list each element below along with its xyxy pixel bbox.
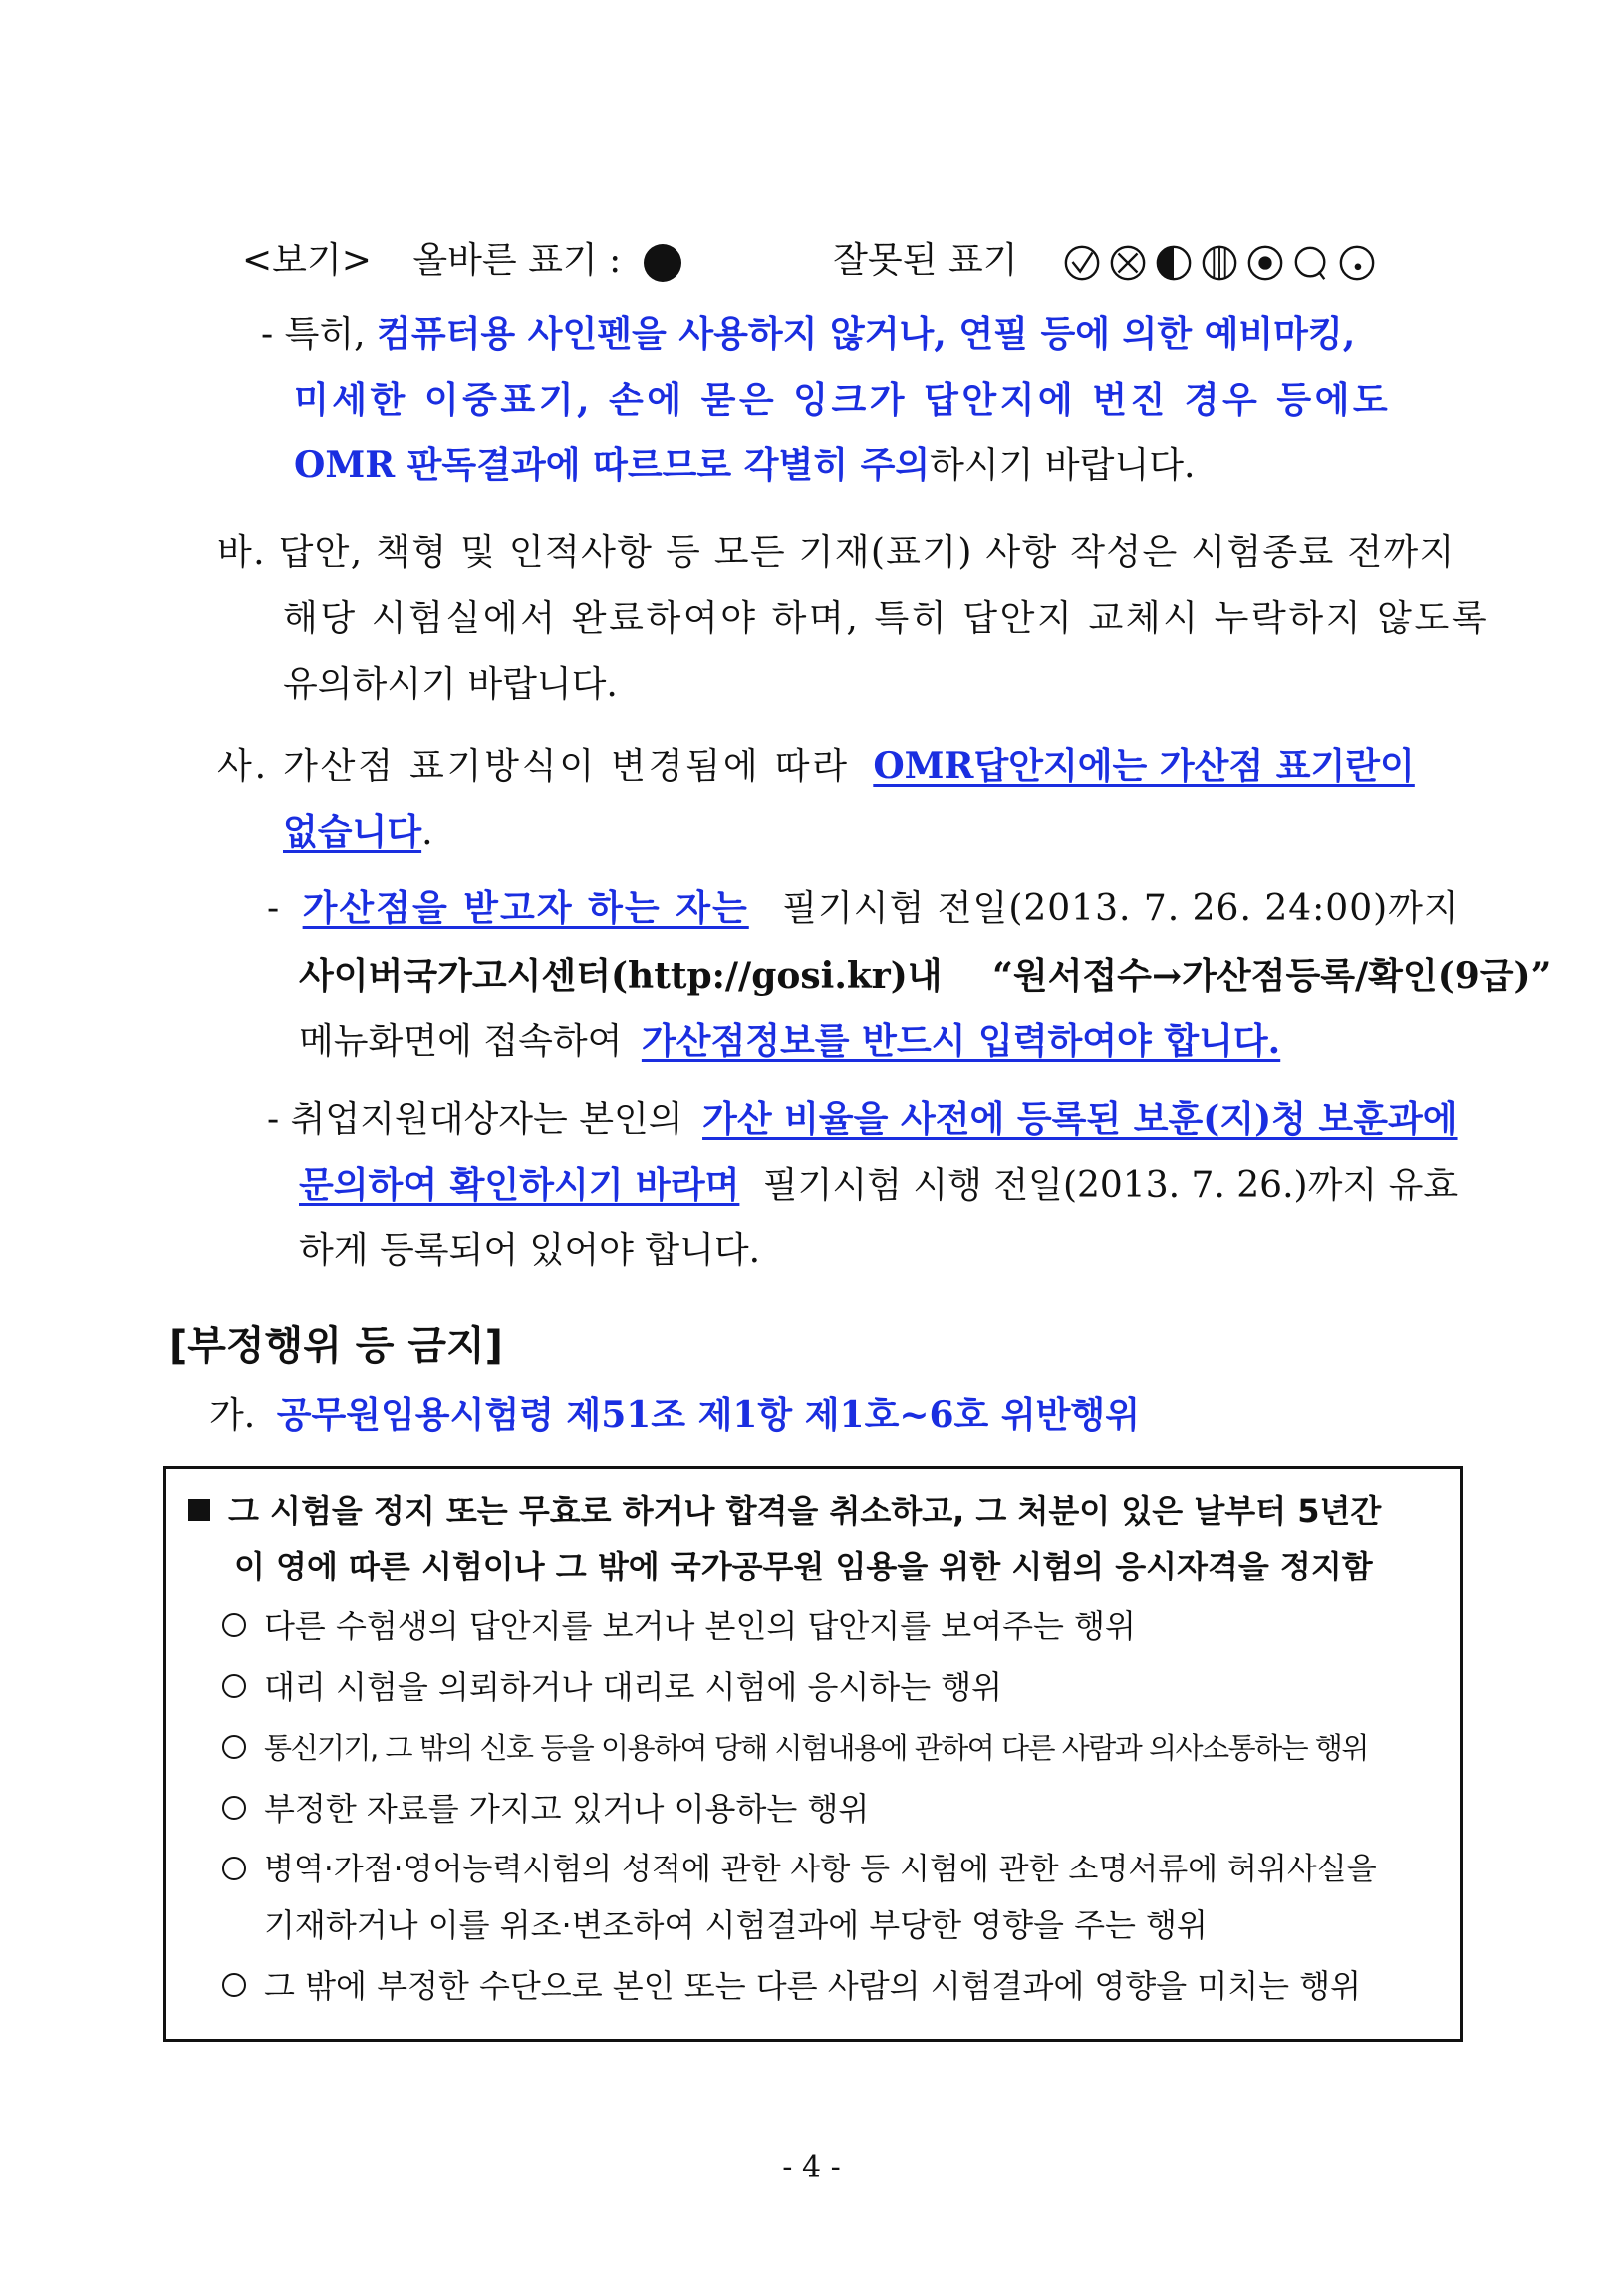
item-ba-line-1: 바. 답안, 책형 및 인적사항 등 모든 기재(표기) 사항 작성은 시험종료 전까지 [217, 532, 1456, 573]
penalty-item-text: 부정한 자료를 가지고 있거나 이용하는 행위 [264, 1790, 870, 1828]
section-subtitle-prefix: 가. [209, 1395, 256, 1436]
page-number: - 4 - [782, 2151, 841, 2185]
bonus-sub-2-prefix: - 취업지원대상자는 본인의 [267, 1099, 683, 1140]
penalty-item-text: 병역·가점·영어능력시험의 성적에 관한 사항 등 시험에 관한 소명서류에 허위사실을 [264, 1852, 1377, 1887]
wrong-marks [1063, 244, 1376, 282]
penalty-item-continuation: 기재하거나 이를 위조·변조하여 시험결과에 부당한 영향을 주는 행위 [264, 1906, 1208, 1944]
special-note-line-1 [261, 310, 1355, 359]
item-sa-emphasis-2: 없습니다 [283, 811, 422, 853]
penalty-item [222, 1787, 869, 1831]
x-mark-icon [1109, 244, 1147, 282]
circle-bullet-icon [222, 1674, 246, 1698]
item-sa-prefix: 사. 가산점 표기방식이 변경됨에 따라 [217, 746, 850, 787]
bonus-sub-2-line-1 [267, 1095, 1458, 1144]
striped-circle-icon [1201, 244, 1238, 282]
gosi-center-text: 사이버국가고시센터(http://gosi.kr)내 [299, 955, 943, 997]
penalty-item [222, 1665, 1002, 1709]
bonus-sub-2-line-2 [299, 1161, 1458, 1210]
item-sa-emphasis-1: OMR답안지에는 가산점 표기란이 [873, 745, 1415, 787]
example-line [242, 237, 1376, 285]
penalty-item [222, 1726, 1368, 1770]
bonus-sub-1-line-1 [267, 884, 1460, 933]
bonus-sub-2-emphasis-1: 가산 비율을 사전에 등록된 보훈(지)청 보훈과에 [702, 1098, 1458, 1140]
bonus-sub-2-line-3: 하게 등록되어 있어야 합니다. [299, 1230, 761, 1271]
penalty-item-text: 그 밖에 부정한 수단으로 본인 또는 다른 사람의 시험결과에 영향을 미치는 행위 [264, 1967, 1362, 2005]
special-emphasis-2: 미세한 이중표기, 손에 묻은 잉크가 답안지에 번진 경우 등에도 [294, 379, 1392, 421]
circle-bullet-icon [222, 1613, 246, 1637]
bonus-sub-2-tail: 필기시험 시행 전일(2013. 7. 26.)까지 유효 [762, 1165, 1459, 1206]
special-emphasis-1: 컴퓨터용 사인펜을 사용하지 않거나, 연필 등에 의한 예비마킹, [377, 313, 1356, 355]
penalty-item [222, 1964, 1361, 2008]
circle-bullet-icon [222, 1796, 246, 1820]
circle-bullet-icon [222, 1857, 246, 1880]
special-emphasis-3: OMR 판독결과에 따르므로 각별히 주의 [294, 444, 931, 486]
bonus-sub-2-emphasis-2: 문의하여 확인하시기 바라며 [299, 1164, 740, 1206]
bonus-sub-1-text: 필기시험 전일(2013. 7. 26. 24:00)까지 [782, 888, 1460, 929]
special-tail: 하시기 바랍니다. [930, 445, 1196, 486]
tail-circle-icon [1292, 244, 1330, 282]
special-note-line-3 [294, 441, 1195, 490]
item-sa-line-1 [217, 742, 1415, 791]
bonus-sub-1-line-3 [299, 1017, 1280, 1066]
circle-bullet-icon [222, 1735, 246, 1759]
item-sa-tail: . [421, 812, 433, 853]
penalty-heading-1 [188, 1489, 1381, 1533]
example-label: <보기> [242, 240, 372, 281]
small-dot-circle-icon [1338, 244, 1376, 282]
dot-in-circle-icon [1246, 244, 1284, 282]
bonus-sub-1-line-2 [299, 952, 1551, 1000]
section-subtitle-text: 공무원임용시험령 제51조 제1항 제1호~6호 위반행위 [276, 1394, 1140, 1436]
circle-bullet-icon [222, 1973, 246, 1997]
special-dash: - 특히, [261, 314, 366, 355]
item-sa-line-2 [283, 808, 433, 857]
penalty-item [222, 1604, 1136, 1648]
item-ba-line-3: 유의하시기 바랍니다. [283, 664, 618, 705]
correct-mark-label: 올바른 표기 : [412, 240, 622, 281]
check-mark-icon [1063, 244, 1101, 282]
black-square-icon [188, 1499, 210, 1521]
wrong-mark-label: 잘못된 표기 [833, 240, 1018, 281]
bonus-sub-1-dash: - [267, 888, 280, 929]
section-title: [부정행위 등 금지] [169, 1323, 503, 1369]
item-ba-line-2: 해당 시험실에서 완료하여야 하며, 특히 답안지 교체시 누락하지 않도록 [283, 598, 1489, 639]
half-filled-circle-icon [1155, 244, 1193, 282]
penalty-item-text: 다른 수험생의 답안지를 보거나 본인의 답안지를 보여주는 행위 [264, 1607, 1136, 1645]
section-subtitle [209, 1391, 1140, 1440]
penalty-box [163, 1466, 1463, 2042]
bonus-sub-1-must-enter: 가산점정보를 반드시 입력하여야 합니다. [641, 1020, 1281, 1062]
menu-path-text: “원서접수→가산점등록/확인(9급)” [992, 955, 1552, 997]
penalty-heading-1-text: 그 시험을 정지 또는 무효로 하거나 합격을 취소하고, 그 처분이 있은 날부터 5년간 [228, 1492, 1382, 1530]
penalty-item [222, 1848, 1377, 1891]
bonus-sub-1-emphasis: 가산점을 받고자 하는 자는 [302, 887, 749, 929]
penalty-heading-2: 이 영에 따른 시험이나 그 밖에 국가공무원 임용을 위한 시험의 응시자격을 정지함 [234, 1548, 1373, 1585]
special-note-line-2 [294, 376, 1474, 424]
filled-circle-icon [643, 243, 682, 283]
penalty-item-text: 대리 시험을 의뢰하거나 대리로 시험에 응시하는 행위 [264, 1668, 1003, 1706]
bonus-sub-1-access-text: 메뉴화면에 접속하여 [299, 1021, 623, 1062]
penalty-item-text: 통신기기, 그 밖의 신호 등을 이용하여 당해 시험내용에 관하여 다른 사람과 의사소통하는 행위 [264, 1731, 1368, 1765]
